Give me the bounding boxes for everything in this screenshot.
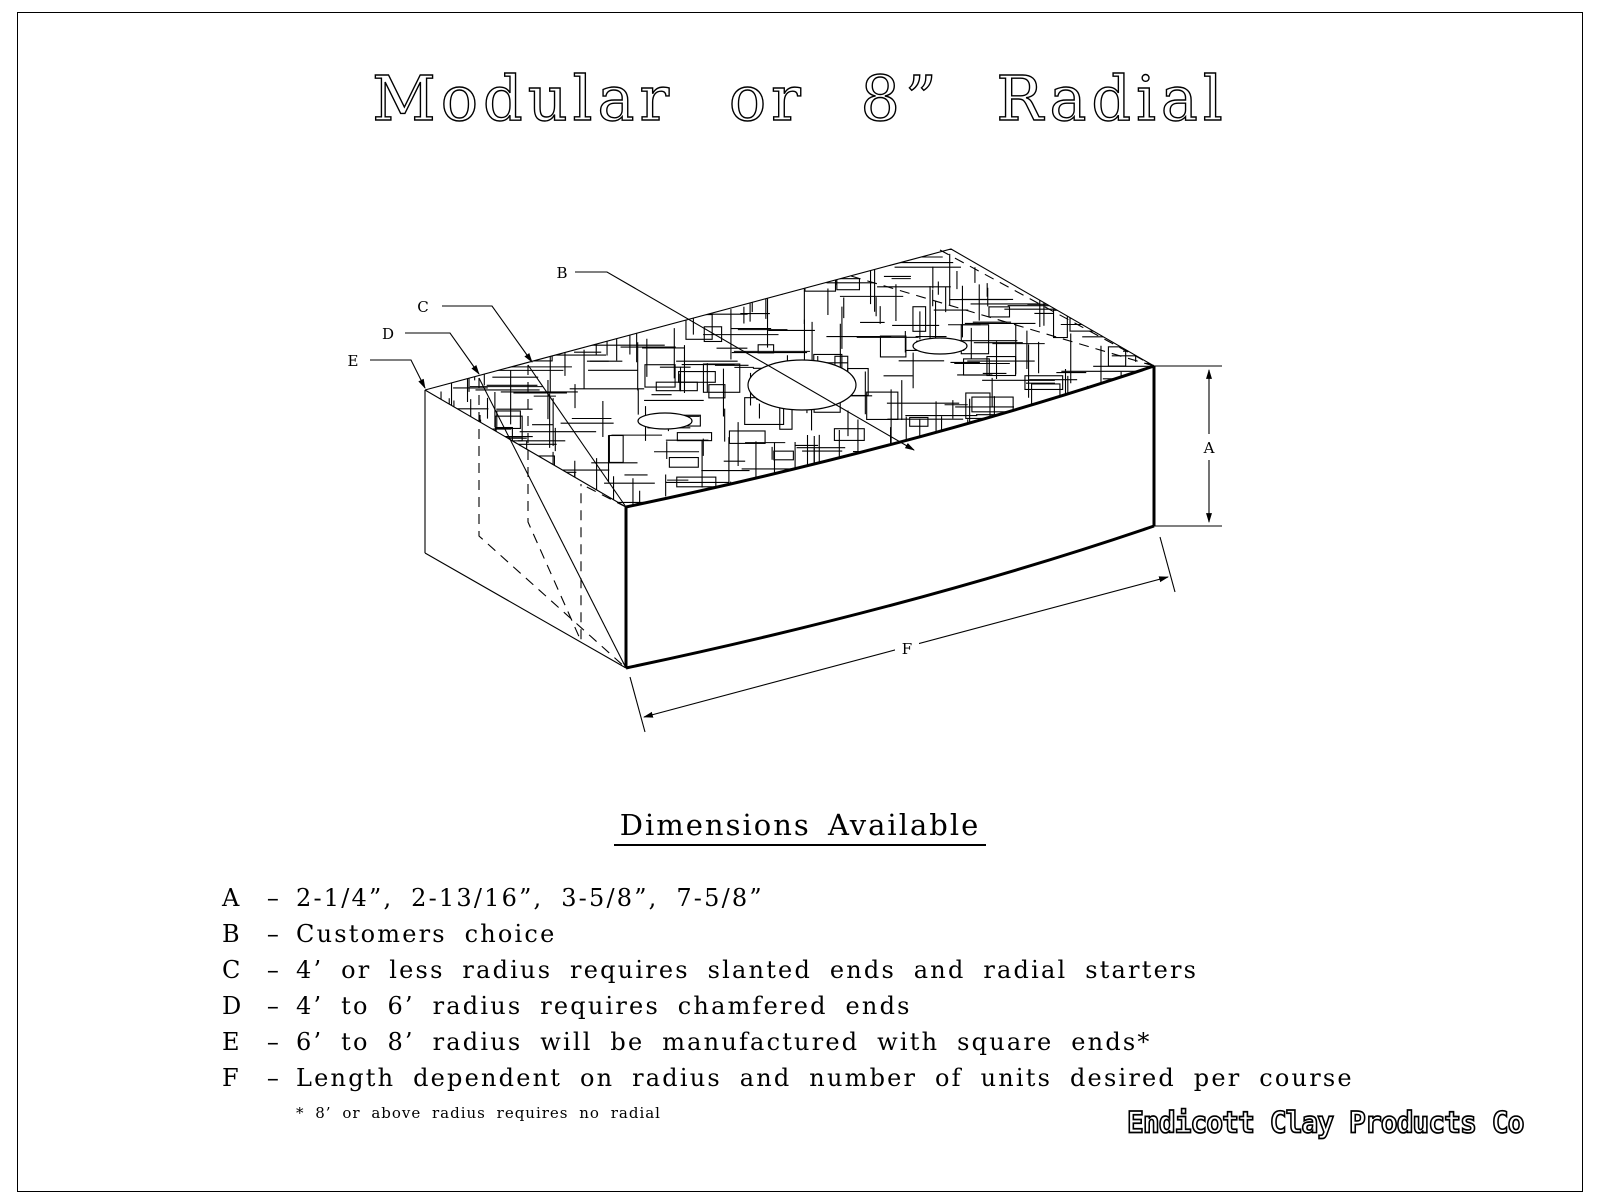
dimension-item: C – 4’ or less radius requires slanted ends and radial starters [222,956,1199,984]
texture-box [528,307,569,318]
callout-d-label: D [381,325,395,343]
dimension-item: A – 2-1/4”, 2-13/16”, 3-5/8”, 7-5/8” [222,884,764,912]
texture-box [758,261,797,273]
dimension-item: D – 4’ to 6’ radius requires chamfered ends [222,992,912,1020]
dimensions-heading [0,808,1600,846]
callout-c-label: C [417,298,429,316]
small-core-hole-left [638,413,692,429]
texture-box [989,307,1010,317]
texture-box [609,435,623,462]
texture-box [656,382,697,391]
callout-b-label: B [556,264,568,282]
callout-e-label: E [347,352,359,370]
texture-box [717,259,739,279]
small-core-hole-right [913,338,967,354]
page-title: Modular or 8” Radial [372,62,1228,135]
texture-box [913,307,926,332]
texture-box [478,315,504,324]
texture-box [597,288,636,306]
texture-box [460,470,478,482]
texture-box [669,458,698,468]
texture-box [507,476,529,491]
texture-box [783,265,811,283]
dimension-item: F – Length dependent on radius and number of units desired per course [222,1064,1354,1092]
texture-box [539,456,555,482]
texture-box [456,256,482,265]
texture-box [436,485,470,511]
texture-box [599,315,620,332]
front-face [626,366,1154,668]
texture-box [677,433,711,441]
texture-box [880,336,905,357]
company-logo: Endicott Clay Products Co [1127,1105,1524,1140]
dimensions-heading-text: Dimensions Available [614,808,987,846]
texture-box [1070,303,1108,331]
dimensions-list [222,880,1354,1096]
texture-box [577,312,592,341]
texture-box [837,279,860,290]
dimension-item: B – Customers choice [222,920,557,948]
texture-box [645,365,675,387]
callout-f-label: F [901,640,913,658]
texture-box [729,431,765,443]
texture-box [1025,376,1063,390]
texture-box [498,462,513,484]
dimension-item: E – 6’ to 8’ radius will be manufactured with square ends* [222,1028,1152,1056]
texture-box [774,451,794,460]
footnote: * 8’ or above radius requires no radial [296,1104,661,1122]
texture-box [1117,270,1149,298]
texture-box [1070,300,1096,318]
texture-box [987,357,1016,376]
texture-box [709,385,725,398]
callout-a-label: A [1203,439,1215,457]
texture-box [448,326,473,339]
